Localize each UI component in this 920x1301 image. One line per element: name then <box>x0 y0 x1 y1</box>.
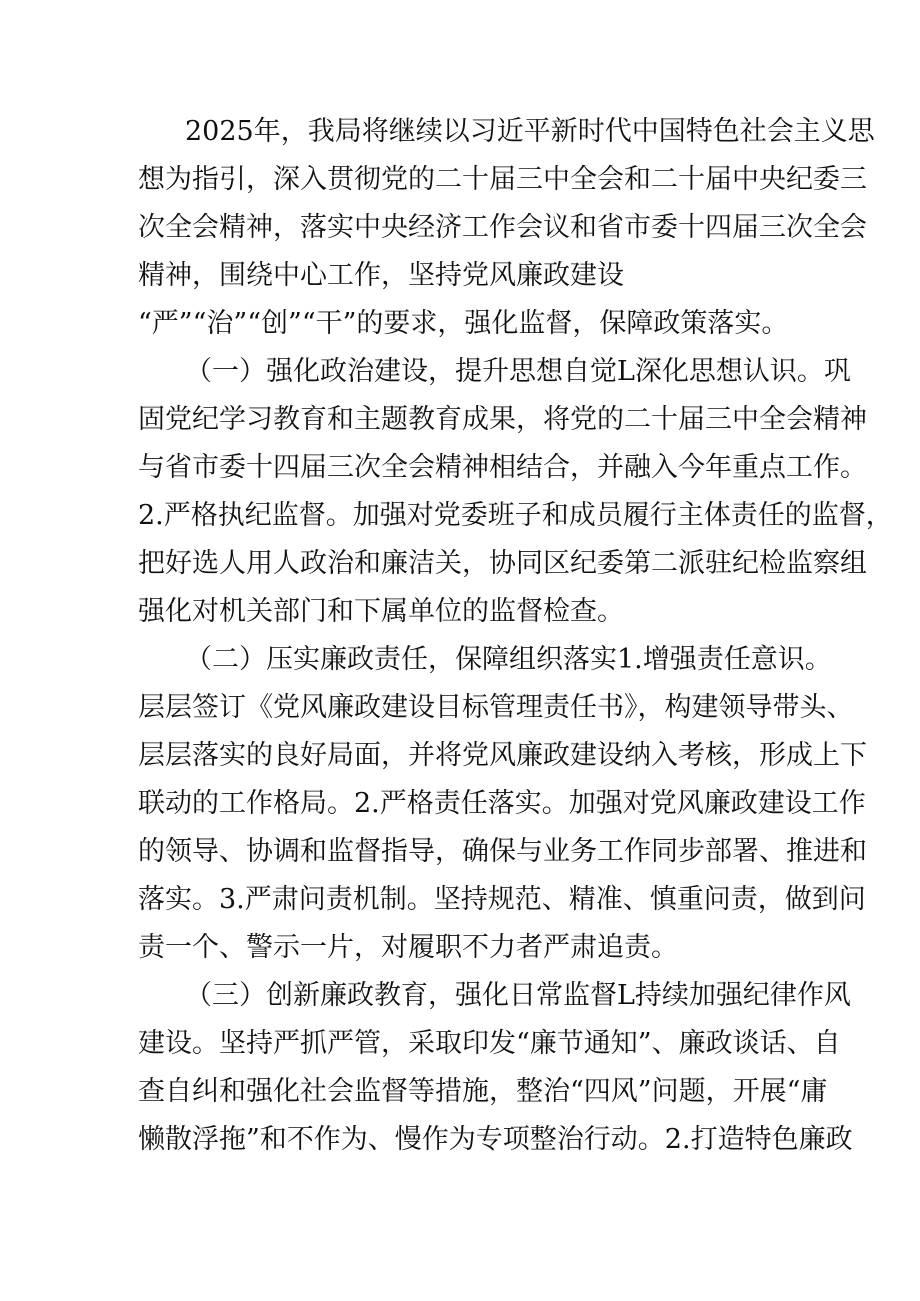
paragraph-3-line-4: 联动的工作格局。2.严格责任落实。加强对党风廉政建设工作 <box>138 788 866 819</box>
paragraph-2-line-2: 固党纪学习教育和主题教育成果，将党的二十届三中全会精神 <box>138 404 867 435</box>
paragraph-1-line-4: 精神，围绕中心工作，坚持党风廉政建设 <box>138 260 624 291</box>
paragraph-3-line-2: 层层签订《党风廉政建设目标管理责任书》，构建领导带头、 <box>138 692 854 723</box>
paragraph-2-line-5: 把好选人用人政治和廉洁关，协同区纪委第二派驻纪检监察组 <box>138 548 867 579</box>
paragraph-3-line-1: （二）压实廉政责任，保障组织落实1.增强责任意识。 <box>185 644 832 675</box>
paragraph-3-line-5: 的领导、协调和监督指导，确保与业务工作同步部署、推进和 <box>138 836 867 867</box>
paragraph-3-line-6: 落实。3.严肃问责机制。坚持规范、精准、慎重问责，做到问 <box>138 884 866 915</box>
paragraph-4-line-2: 建设。坚持严抓严管，采取印发“廉节通知”、廉政谈话、自 <box>138 1028 841 1059</box>
paragraph-2-line-6: 强化对机关部门和下属单位的监督检查。 <box>138 596 624 627</box>
paragraph-4-line-4: 懒散浮拖”和不作为、慢作为专项整治行动。2.打造特色廉政 <box>138 1124 853 1155</box>
paragraph-3-line-3: 层层落实的良好局面，并将党风廉政建设纳入考核，形成上下 <box>138 740 867 771</box>
paragraph-4-line-3: 查自纠和强化社会监督等措施，整治“四风”问题，开展“庸 <box>138 1076 828 1107</box>
paragraph-1-line-2: 想为指引，深入贯彻党的二十届三中全会和二十届中央纪委三 <box>138 164 867 195</box>
paragraph-4-line-1: （三）创新廉政教育，强化日常监督L持续加强纪律作风 <box>185 980 851 1011</box>
paragraph-2-line-1: （一）强化政治建设，提升思想自觉L深化思想认识。巩 <box>185 356 851 387</box>
paragraph-1-line-1: 2025年，我局将继续以习近平新时代中国特色社会主义思 <box>185 116 875 147</box>
paragraph-3-line-7: 责一个、警示一片，对履职不力者严肃追责。 <box>138 932 678 963</box>
paragraph-2-line-4: 2.严格执纪监督。加强对党委班子和成员履行主体责任的监督， <box>138 500 893 531</box>
paragraph-1-line-3: 次全会精神，落实中央经济工作会议和省市委十四届三次全会 <box>138 212 867 243</box>
paragraph-2-line-3: 与省市委十四届三次全会精神相结合，并融入今年重点工作。 <box>138 452 867 483</box>
paragraph-1-line-5: “严”“治”“创”“干”的要求，强化监督，保障政策落实。 <box>138 308 789 339</box>
